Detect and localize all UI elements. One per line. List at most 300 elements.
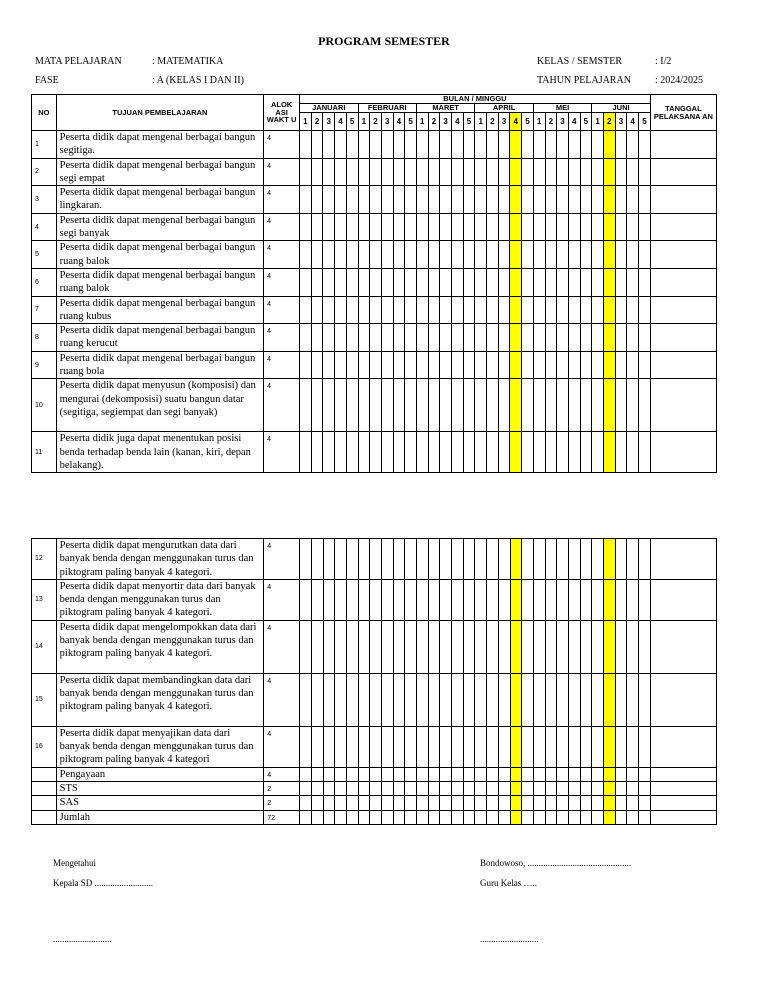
week-cell [475,351,487,379]
week-cell [452,673,464,726]
week-cell [428,268,440,296]
week-cell [428,379,440,432]
tujuan-text: Peserta didik dapat mengenal berbagai bangun ruang kerucut [56,324,263,352]
week-cell [487,796,499,810]
week-cell [335,241,347,269]
week-cell [568,620,580,673]
week-cell [639,620,651,673]
week-cell [311,351,323,379]
week-cell [568,579,580,620]
week-cell [533,158,545,186]
week-cell [510,796,522,810]
week-cell [639,673,651,726]
week-cell [580,158,592,186]
week-cell [627,186,639,214]
alokasi-value: 4 [264,726,300,767]
week-cell [335,131,347,159]
week-number: 1 [533,113,545,131]
week-cell [510,324,522,352]
week-cell [370,186,382,214]
week-cell [615,131,627,159]
week-cell [463,186,475,214]
week-cell [510,213,522,241]
week-cell [416,158,428,186]
week-cell [323,767,335,781]
week-cell [603,432,615,473]
week-cell [568,131,580,159]
tujuan-text: Pengayaan [56,767,264,781]
week-cell [405,767,417,781]
week-cell [428,726,440,767]
week-cell [615,781,627,795]
week-cell [522,158,534,186]
fase-label: FASE [35,75,59,86]
week-cell [358,796,370,810]
week-cell [498,673,510,726]
week-cell [463,796,475,810]
week-cell [358,186,370,214]
tanggal-cell [650,296,716,324]
week-cell [522,241,534,269]
week-cell [475,781,487,795]
week-cell [522,213,534,241]
week-cell [428,213,440,241]
week-cell [381,241,393,269]
week-cell [592,432,604,473]
tanggal-header: TANGGAL PELAKSANA AN [650,95,716,131]
week-cell [463,781,475,795]
tujuan-text: Peserta didik dapat mengelompokkan data dari banyak benda dengan menggunakan turus dan piktogram paling banyak 4 kategori. [56,620,264,673]
week-cell [545,379,557,432]
week-cell [557,796,569,810]
week-cell [405,131,417,159]
week-number: 3 [440,113,452,131]
week-cell [335,296,347,324]
week-cell [311,213,323,241]
week-cell [393,796,405,810]
mengetahui-label: Mengetahui [53,858,96,868]
week-cell [417,810,429,824]
week-cell [300,620,312,673]
week-cell [405,810,417,824]
week-cell [300,268,312,296]
week-number: 5 [405,113,417,131]
week-cell [323,213,335,241]
tanggal-cell [650,432,716,473]
week-cell [592,296,604,324]
week-cell [463,158,475,186]
week-cell [311,296,323,324]
week-cell [557,158,569,186]
tanggal-cell [650,158,716,186]
week-cell [604,620,616,673]
tujuan-text: Peserta didik dapat mengenal berbagai bangun lingkaran. [56,186,263,214]
week-cell [639,781,651,795]
week-cell [627,379,639,432]
tujuan-text: Peserta didik dapat mengenal berbagai bangun segi banyak [56,213,263,241]
week-cell [416,324,428,352]
week-cell [335,796,347,810]
week-cell [335,324,347,352]
week-cell [498,781,510,795]
week-cell [639,296,651,324]
week-cell [487,351,499,379]
week-cell [300,241,312,269]
week-number: 1 [300,113,312,131]
week-number: 4 [393,113,405,131]
week-cell [300,131,312,159]
week-cell [463,726,475,767]
week-cell [580,726,592,767]
week-cell [452,796,464,810]
program-table-part-2 [31,538,717,825]
week-cell [463,432,475,473]
week-number: 5 [580,113,592,131]
week-cell [487,726,499,767]
row-number: 12 [32,539,57,580]
tanggal-cell [650,131,716,159]
week-cell [498,767,510,781]
week-cell [300,432,312,473]
week-cell [323,781,335,795]
week-cell [452,186,464,214]
week-cell [346,351,358,379]
week-cell [405,158,417,186]
week-cell [568,726,580,767]
week-cell [300,673,312,726]
week-cell [545,620,557,673]
week-cell [498,810,510,824]
week-cell [627,726,639,767]
week-cell [358,579,370,620]
week-cell [346,781,358,795]
week-cell [580,324,592,352]
week-cell [358,810,370,824]
tujuan-text: Jumlah [56,810,264,824]
week-cell [358,673,370,726]
week-cell [346,432,358,473]
week-cell [452,213,464,241]
week-cell [592,796,604,810]
week-cell [510,432,522,473]
week-cell [440,781,452,795]
row-number: 4 [32,213,57,241]
week-cell [627,781,639,795]
week-cell [358,213,370,241]
week-cell [381,351,393,379]
week-cell [498,158,510,186]
week-cell [370,579,382,620]
week-cell [346,810,358,824]
table-row [32,268,717,296]
week-cell [346,673,358,726]
week-cell [300,186,312,214]
alokasi-value: 4 [264,241,300,269]
alokasi-header: ALOK ASI WAKT U [264,95,300,131]
week-cell [452,379,464,432]
month-header: MARET [416,104,474,113]
week-cell [533,268,545,296]
week-cell [370,296,382,324]
row-number: 9 [32,351,57,379]
week-cell [416,379,428,432]
week-cell [311,539,323,580]
week-cell [545,241,557,269]
week-cell [487,620,499,673]
week-cell [405,781,417,795]
week-cell [592,620,604,673]
week-cell [545,131,557,159]
week-cell [510,241,522,269]
alokasi-value: 4 [264,673,300,726]
week-cell [522,620,534,673]
week-cell [639,539,651,580]
week-cell [323,351,335,379]
week-cell [428,186,440,214]
week-cell [615,579,627,620]
kelas-value: : I/2 [655,56,672,67]
table-row [32,767,717,781]
week-cell [346,767,358,781]
week-cell [627,539,639,580]
mapel-label: MATA PELAJARAN [35,56,122,67]
week-cell [300,158,312,186]
week-cell [452,726,464,767]
week-cell [370,379,382,432]
week-cell [358,432,370,473]
week-cell [510,726,522,767]
week-cell [300,810,312,824]
tujuan-text: Peserta didik dapat mengurutkan data dari banyak benda dengan menggunakan turus dan piktogram paling banyak 4 kategori. [56,539,264,580]
week-cell [475,539,487,580]
week-cell [405,241,417,269]
week-cell [370,158,382,186]
week-cell [370,796,382,810]
week-cell [463,673,475,726]
week-cell [452,351,464,379]
kepala-signature-line: .......................... [53,934,112,944]
week-cell [557,767,569,781]
month-header: JUNI [592,104,651,113]
week-cell [510,539,522,580]
week-cell [603,186,615,214]
week-cell [311,810,323,824]
week-cell [533,673,545,726]
week-cell [381,379,393,432]
week-cell [370,131,382,159]
week-cell [381,726,393,767]
tujuan-text: Peserta didik dapat mengenal berbagai bangun ruang balok [56,241,263,269]
tujuan-text: SAS [56,796,264,810]
week-cell [533,810,545,824]
tanggal-cell [650,810,716,824]
week-cell [533,539,545,580]
tujuan-header: TUJUAN PEMBELAJARAN [56,95,263,131]
week-cell [533,620,545,673]
week-cell [522,673,534,726]
week-cell [487,186,499,214]
week-cell [557,186,569,214]
week-cell [300,296,312,324]
week-cell [393,810,405,824]
week-cell [370,324,382,352]
week-cell [545,810,557,824]
tanggal-cell [650,781,716,795]
tanggal-cell [650,539,716,580]
week-cell [522,810,534,824]
week-cell [557,351,569,379]
week-cell [568,296,580,324]
week-cell [487,324,499,352]
week-cell [604,726,616,767]
week-cell [498,579,510,620]
week-cell [358,131,370,159]
week-cell [475,673,487,726]
week-cell [568,213,580,241]
week-cell [335,379,347,432]
week-cell [522,379,534,432]
week-cell [300,351,312,379]
week-cell [335,767,347,781]
week-cell [358,781,370,795]
week-cell [370,673,382,726]
week-cell [510,673,522,726]
alokasi-value: 4 [264,432,300,473]
table-row [32,579,717,620]
week-cell [498,796,510,810]
tujuan-text: Peserta didik dapat menyortir data dari banyak benda dengan menggunakan turus dan piktogram paling banyak 4 kategori. [56,579,264,620]
week-cell [452,268,464,296]
week-cell [311,379,323,432]
week-cell [452,810,464,824]
week-cell [452,241,464,269]
week-cell [300,726,312,767]
week-cell [370,213,382,241]
week-cell [615,539,627,580]
week-number: 4 [568,113,580,131]
week-cell [323,241,335,269]
week-cell [533,781,545,795]
alokasi-value: 4 [264,158,300,186]
week-cell [580,620,592,673]
week-cell [428,351,440,379]
week-cell [592,213,604,241]
guru-signature-line: .......................... [480,934,539,944]
table-row [32,379,717,432]
row-number: 5 [32,241,57,269]
week-cell [580,767,592,781]
week-cell [522,767,534,781]
week-cell [405,379,417,432]
week-cell [428,158,440,186]
week-cell [580,296,592,324]
week-cell [381,131,393,159]
week-cell [487,539,499,580]
week-cell [370,268,382,296]
week-cell [510,620,522,673]
week-cell [522,539,534,580]
week-cell [545,213,557,241]
week-cell [510,268,522,296]
week-cell [592,781,604,795]
week-cell [381,579,393,620]
week-cell [358,726,370,767]
week-cell [545,579,557,620]
week-cell [615,726,627,767]
week-cell [416,432,428,473]
week-cell [615,186,627,214]
week-cell [604,796,616,810]
week-cell [510,186,522,214]
week-cell [639,241,651,269]
alokasi-value: 4 [264,539,300,580]
week-cell [533,131,545,159]
week-cell [603,131,615,159]
week-cell [639,213,651,241]
week-cell [498,351,510,379]
week-cell [639,131,651,159]
row-number: 14 [32,620,57,673]
week-cell [580,579,592,620]
week-cell [440,324,452,352]
week-cell [615,268,627,296]
week-cell [627,213,639,241]
week-cell [346,579,358,620]
week-cell [440,810,452,824]
week-cell [533,186,545,214]
week-cell [475,324,487,352]
week-cell [358,241,370,269]
week-cell [592,186,604,214]
guru-kelas-label: Guru Kelas ….. [480,878,537,888]
week-cell [405,213,417,241]
week-cell [323,131,335,159]
week-cell [533,432,545,473]
tanggal-cell [650,726,716,767]
week-cell [604,673,616,726]
week-cell [417,726,429,767]
alokasi-value: 4 [264,213,300,241]
week-cell [416,296,428,324]
week-cell [487,296,499,324]
week-cell [463,620,475,673]
week-cell [603,296,615,324]
week-cell [615,351,627,379]
week-cell [452,131,464,159]
week-number: 2 [311,113,323,131]
week-cell [627,767,639,781]
week-cell [300,213,312,241]
row-number [32,810,57,824]
week-cell [452,432,464,473]
week-cell [580,131,592,159]
week-cell [498,296,510,324]
week-cell [417,579,429,620]
week-cell [417,620,429,673]
week-cell [416,131,428,159]
week-cell [533,579,545,620]
tanggal-cell [650,620,716,673]
table-row [32,620,717,673]
week-cell [311,726,323,767]
table-row [32,726,717,767]
week-cell [416,186,428,214]
row-number: 16 [32,726,57,767]
week-number: 2 [428,113,440,131]
alokasi-value: 2 [264,796,300,810]
week-cell [346,796,358,810]
week-cell [311,158,323,186]
